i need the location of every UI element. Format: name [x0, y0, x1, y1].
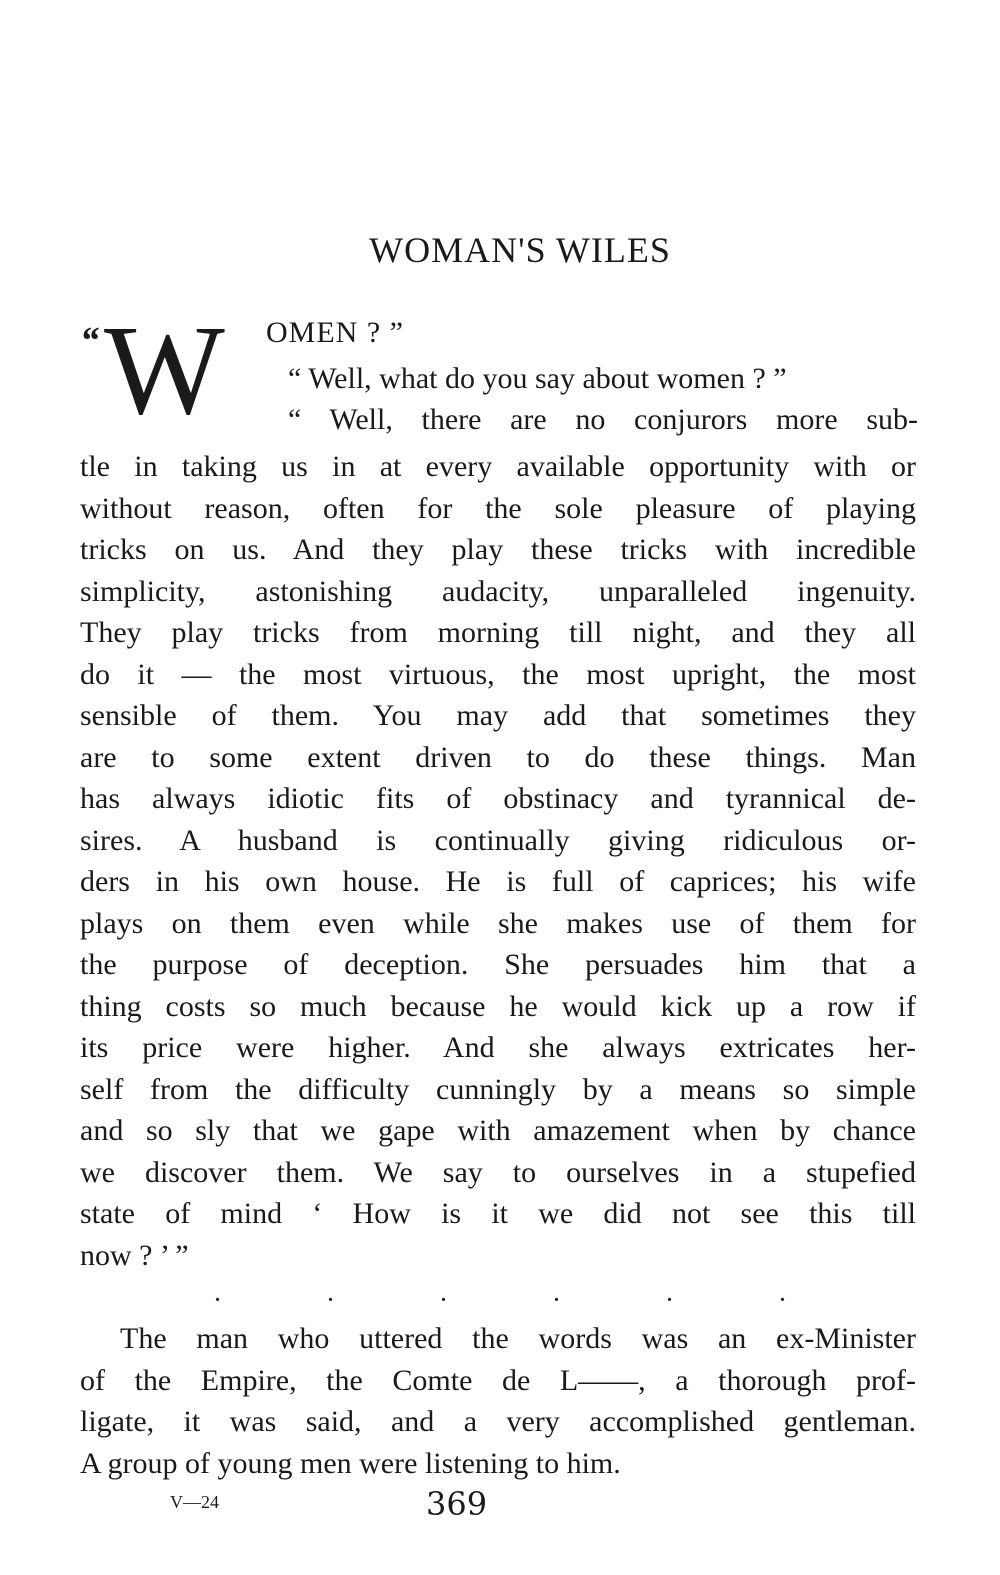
- second-paragraph: [80, 1318, 916, 1484]
- separator-dot: .: [554, 1284, 559, 1306]
- text-line: the purpose of deception. She persuades him that a: [80, 948, 916, 981]
- text-line: sires. A husband is continually giving ridiculous or-: [80, 823, 916, 857]
- text-line: state of mind ‘ How is it we did not see this till: [80, 1197, 916, 1230]
- text-line: self from the difficulty cunningly by a means so simple: [80, 1072, 916, 1106]
- separator-dot: .: [328, 1284, 333, 1306]
- chapter-title: WOMAN'S WILES: [369, 230, 671, 270]
- opening-line: OMEN ? ”: [266, 316, 404, 349]
- dialogue-line-2: “ Well, what do you say about women ? ”: [288, 362, 787, 395]
- signature-mark: V—24: [170, 1492, 219, 1512]
- text-line: tricks on us. And they play these tricks with incredible: [80, 533, 916, 566]
- text-line: plays on them even while she makes use of them for: [80, 906, 916, 940]
- text-line: are to some extent driven to do these things. Man: [80, 740, 916, 774]
- page-number: 369: [426, 1485, 488, 1523]
- drop-cap-letter: W: [104, 299, 225, 441]
- separator-dot: .: [441, 1284, 446, 1306]
- dialogue-line-3: “ Well, there are no conjurors more sub-: [288, 403, 918, 436]
- text-line: simplicity, astonishing audacity, unparalleled ingenuity.: [80, 574, 916, 608]
- text-line: tle in taking us in at every available opportunity with or: [80, 450, 916, 483]
- text-line: ligate, it was said, and a very accomplished gentleman.: [80, 1405, 916, 1438]
- text-line: now ? ’ ”: [80, 1238, 189, 1272]
- text-line: The man who uttered the words was an ex-Minister: [120, 1322, 916, 1355]
- separator-dot: .: [667, 1284, 672, 1306]
- text-line: we discover them. We say to ourselves in a stupefied: [80, 1155, 916, 1189]
- text-line: thing costs so much because he would kick up a row if: [80, 989, 916, 1023]
- text-line: sensible of them. You may add that sometimes they: [80, 699, 916, 732]
- body-paragraph: [80, 446, 916, 1276]
- text-line: ders in his own house. He is full of caprices; his wife: [80, 865, 916, 898]
- text-line: has always idiotic fits of obstinacy and tyrannical de-: [80, 782, 916, 815]
- separator-dot: .: [215, 1284, 220, 1306]
- opening-quote-mark: “: [80, 320, 99, 362]
- separator-dot: .: [780, 1284, 785, 1306]
- section-separator: [215, 1285, 785, 1305]
- text-line: and so sly that we gape with amazement when by chance: [80, 1114, 916, 1147]
- text-line: its price were higher. And she always extricates her-: [80, 1031, 916, 1064]
- text-line: A group of young men were listening to him.: [80, 1446, 621, 1480]
- text-line: do it — the most virtuous, the most upright, the most: [80, 657, 916, 691]
- text-line: without reason, often for the sole pleasure of playing: [80, 491, 916, 525]
- text-line: They play tricks from morning till night, and they all: [80, 616, 916, 649]
- text-line: of the Empire, the Comte de L——, a thorough prof-: [80, 1363, 916, 1397]
